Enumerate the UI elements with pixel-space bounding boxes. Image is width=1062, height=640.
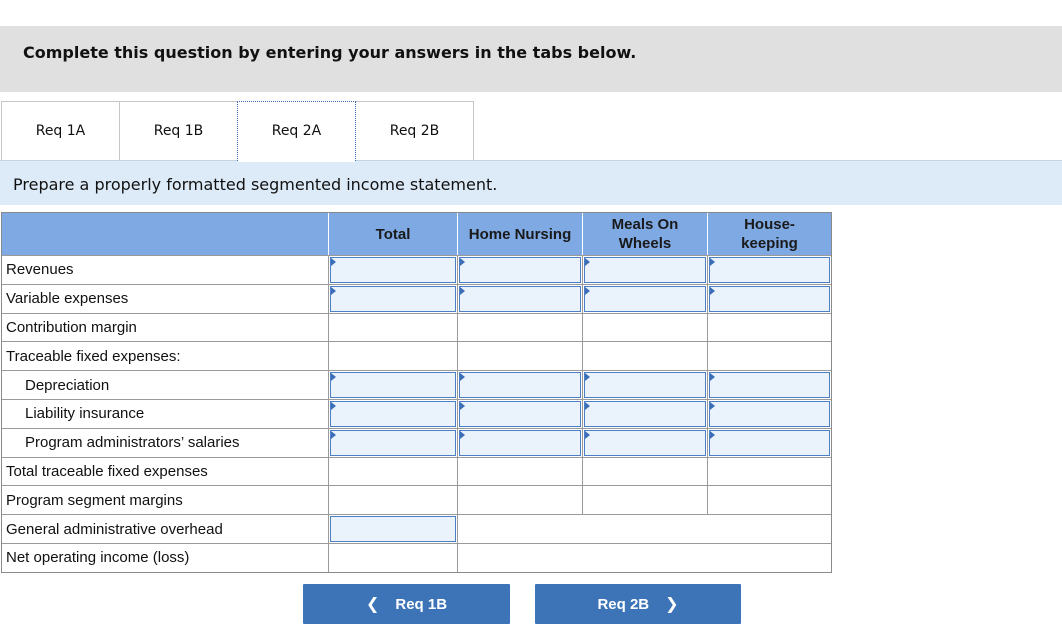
answer-input-home-nursing[interactable]: [459, 430, 581, 456]
cell-meals-on-wheels: [582, 486, 707, 514]
cell-home-nursing: [457, 486, 582, 514]
table-row: [2, 514, 831, 543]
chevron-right-icon: ❯: [665, 596, 679, 613]
header-home-nursing: Home Nursing: [457, 213, 582, 255]
table-row: [2, 255, 831, 284]
tab-bar: [1, 101, 473, 161]
cell-housekeeping: [707, 486, 831, 514]
blank-cell: [457, 515, 831, 543]
row-label: Liability insurance: [25, 405, 145, 423]
cell-meals-on-wheels[interactable]: [582, 429, 707, 457]
row-label: Variable expenses: [6, 290, 129, 308]
cell-housekeeping: [707, 458, 831, 486]
instruction-text: Prepare a properly formatted segmented income statement.: [13, 175, 498, 194]
cell-housekeeping: [707, 342, 831, 370]
answer-input-housekeeping[interactable]: [709, 401, 830, 427]
cell-housekeeping: [707, 314, 831, 342]
cell-home-nursing: [457, 458, 582, 486]
answer-input-home-nursing[interactable]: [459, 286, 581, 312]
answer-input-total[interactable]: [330, 401, 456, 427]
row-label: Net operating income (loss): [6, 549, 190, 567]
tab-req-2b[interactable]: Req 2B: [355, 101, 474, 161]
answer-input-meals-on-wheels[interactable]: [584, 401, 706, 427]
next-button-label: Req 2B: [597, 595, 650, 613]
tab-req-1b[interactable]: Req 1B: [119, 101, 238, 161]
row-label: Traceable fixed expenses:: [6, 347, 181, 365]
table-row: [2, 284, 831, 313]
row-label: Program administrators’ salaries: [25, 434, 240, 452]
cell-home-nursing[interactable]: [457, 429, 582, 457]
cell-total: [328, 544, 457, 572]
table-row: [2, 341, 831, 370]
answer-input-housekeeping[interactable]: [709, 372, 830, 398]
banner-text: Complete this question by entering your answers in the tabs below.: [23, 43, 637, 62]
instructions-banner: [0, 26, 1062, 92]
tab-req-1a[interactable]: Req 1A: [1, 101, 120, 161]
cell-meals-on-wheels[interactable]: [582, 400, 707, 428]
cell-home-nursing[interactable]: [457, 285, 582, 313]
answer-input-total[interactable]: [330, 257, 456, 283]
cell-total: [328, 342, 457, 370]
table-header-row: [2, 213, 831, 255]
cell-total: [328, 458, 457, 486]
cell-housekeeping[interactable]: [707, 371, 831, 399]
cell-total[interactable]: [328, 400, 457, 428]
cell-total[interactable]: [328, 429, 457, 457]
segmented-income-statement-table: [1, 212, 832, 573]
cell-housekeeping[interactable]: [707, 256, 831, 284]
header-total: Total: [328, 213, 457, 255]
table-row: [2, 457, 831, 486]
header-meals-on-wheels: Meals On Wheels: [582, 213, 707, 255]
next-req-2b-button[interactable]: [535, 584, 741, 624]
answer-input-meals-on-wheels[interactable]: [584, 372, 706, 398]
row-label: General administrative overhead: [6, 520, 223, 538]
cell-total: [328, 314, 457, 342]
answer-input-housekeeping[interactable]: [709, 257, 830, 283]
cell-meals-on-wheels[interactable]: [582, 285, 707, 313]
row-label: Contribution margin: [6, 318, 137, 336]
answer-input-total[interactable]: [330, 372, 456, 398]
table-row: [2, 399, 831, 428]
cell-home-nursing[interactable]: [457, 256, 582, 284]
row-label: Depreciation: [25, 376, 110, 394]
cell-meals-on-wheels: [582, 314, 707, 342]
row-label: Program segment margins: [6, 491, 183, 509]
answer-input-home-nursing[interactable]: [459, 401, 581, 427]
table-row: [2, 370, 831, 399]
cell-total[interactable]: [328, 285, 457, 313]
chevron-left-icon: ❮: [365, 596, 380, 613]
cell-housekeeping[interactable]: [707, 429, 831, 457]
answer-input-total[interactable]: [330, 286, 456, 312]
table-row: [2, 313, 831, 342]
answer-input-total[interactable]: [330, 516, 456, 542]
cell-total[interactable]: [328, 515, 457, 543]
answer-input-housekeeping[interactable]: [709, 286, 830, 312]
cell-home-nursing[interactable]: [457, 371, 582, 399]
prev-req-1b-button[interactable]: [303, 584, 510, 624]
table-row: [2, 485, 831, 514]
row-label: Revenues: [6, 261, 74, 279]
cell-meals-on-wheels[interactable]: [582, 371, 707, 399]
table-row: [2, 543, 831, 572]
tab-req-2a[interactable]: Req 2A: [237, 101, 356, 161]
answer-input-total[interactable]: [330, 430, 456, 456]
cell-meals-on-wheels[interactable]: [582, 256, 707, 284]
cell-home-nursing[interactable]: [457, 400, 582, 428]
cell-home-nursing: [457, 342, 582, 370]
answer-input-meals-on-wheels[interactable]: [584, 257, 706, 283]
row-label: Total traceable fixed expenses: [6, 462, 208, 480]
header-label-column: [2, 213, 328, 255]
answer-input-home-nursing[interactable]: [459, 257, 581, 283]
cell-housekeeping[interactable]: [707, 400, 831, 428]
table-row: [2, 428, 831, 457]
answer-input-home-nursing[interactable]: [459, 372, 581, 398]
header-housekeeping: House- keeping: [707, 213, 831, 255]
instruction-bar: [0, 160, 1062, 205]
answer-input-housekeeping[interactable]: [709, 430, 830, 456]
blank-cell: [457, 544, 831, 572]
cell-meals-on-wheels: [582, 342, 707, 370]
answer-input-meals-on-wheels[interactable]: [584, 286, 706, 312]
cell-housekeeping[interactable]: [707, 285, 831, 313]
cell-total[interactable]: [328, 371, 457, 399]
cell-meals-on-wheels: [582, 458, 707, 486]
cell-total[interactable]: [328, 256, 457, 284]
cell-home-nursing: [457, 314, 582, 342]
answer-input-meals-on-wheels[interactable]: [584, 430, 706, 456]
prev-button-label: Req 1B: [395, 595, 448, 613]
cell-total: [328, 486, 457, 514]
